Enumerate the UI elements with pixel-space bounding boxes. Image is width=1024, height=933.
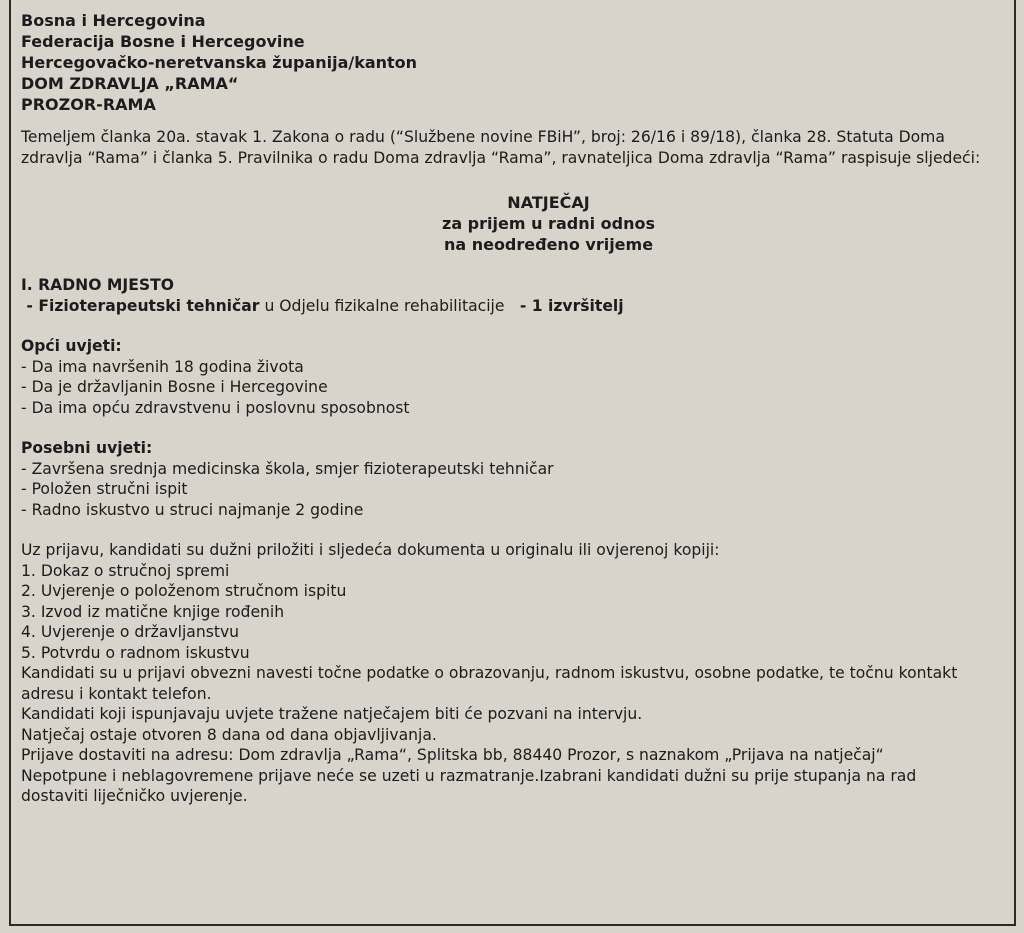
document-item: 1. Dokaz o stručnoj spremi [21,561,230,580]
closing-deadline: Natječaj ostaje otvoren 8 dana od dana objavljivanja. [21,725,437,744]
document-item: 4. Uvjerenje o državljanstvu [21,623,240,641]
special-conditions-heading: Posebni uvjeti: [21,439,153,457]
general-condition-item: - Da ima opću zdravstvenu i poslovnu sposobnost [21,398,410,417]
position-name: Fizioterapeutski tehničar [38,296,260,315]
header-federation: Federacija Bosne i Hercegovine [21,32,305,51]
header-block [21,10,996,115]
intro-paragraph: Temeljem članka 20a. stavak 1. Zakona o radu (“Službene novine FBiH”, broj: 26/16 i 89/18), članka 28. Statuta Doma zdravlja “Rama” i članka 5. Pravilnika o radu Doma zdravlja “Rama”, ravnateljica Doma zdravlja “Rama” raspisuje sljedeći: [21,128,981,167]
document-item: 5. Potvrdu o radnom iskustvu [21,643,250,662]
special-condition-item: - Radno iskustvo u struci najmanje 2 godine [21,500,364,519]
special-condition-item: - Završena srednja medicinska škola, smjer fizioterapeutski tehničar [21,459,554,478]
header-country: Bosna i Hercegovina [21,11,206,30]
general-condition-item: - Da je državljanin Bosne i Hercegovine [21,378,328,396]
header-city: PROZOR-RAMA [21,95,156,114]
closing-requirements: Kandidati su u prijavi obvezni navesti točne podatke o obrazovanju, radnom iskustvu, osobne podatke, te točnu kontakt adresu i kontakt telefon. [21,664,958,703]
closing-interview: Kandidati koji ispunjavaju uvjete tražene natječajem biti će pozvani na intervju. [21,705,643,723]
documents-intro: Uz prijavu, kandidati su dužni priložiti i sljedeća dokumenta u originalu ili ovjerenoj kopiji: [21,541,720,559]
header-institution: DOM ZDRAVLJA „RAMA“ [21,74,239,93]
position-count: - 1 izvršitelj [514,296,624,315]
document-item: 3. Izvod iz matične knjige rođenih [21,602,285,621]
position-heading: I. RADNO MJESTO [21,276,175,294]
title-line-2: za prijem u radni odnos [442,214,655,233]
general-condition-item: - Da ima navršenih 18 godina života [21,357,304,376]
document-item: 2. Uvjerenje o položenom stručnom ispitu [21,582,347,600]
closing-address: Prijave dostaviti na adresu: Dom zdravlja „Rama“, Splitska bb, 88440 Prozor, s naznakom „Prijava na natječaj“ [21,746,884,764]
notice-content [21,10,996,807]
header-canton: Hercegovačko-neretvanska županija/kanton [21,53,418,72]
closing-medical: Nepotpune i neblagovremene prijave neće se uzeti u razmatranje.Izabrani kandidati dužni su prije stupanja na rad dostaviti liječničko uvjerenje. [21,766,917,805]
notice-title [21,192,996,255]
special-condition-item: - Položen stručni ispit [21,480,188,498]
position-line [21,296,996,317]
position-department: u Odjelu fizikalne rehabilitacije [259,296,515,315]
position-prefix: - [21,296,39,315]
general-conditions-heading: Opći uvjeti: [21,337,122,355]
title-line-1: NATJEČAJ [507,193,590,212]
title-line-3: na neodređeno vrijeme [443,235,654,254]
